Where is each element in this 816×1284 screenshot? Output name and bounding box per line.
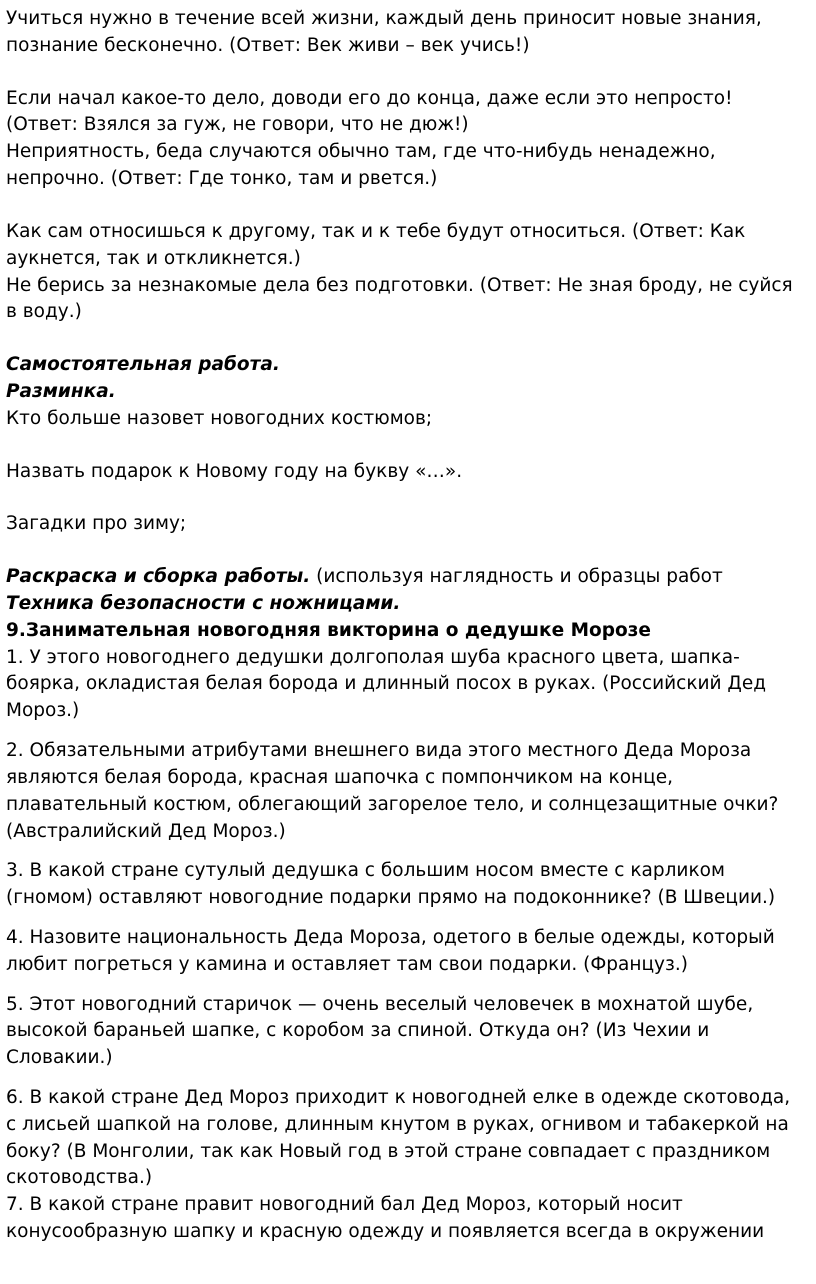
paragraph-gap — [6, 912, 802, 925]
quiz-question-3: 3. В какой стране сутулый дедушка с большим носом вместе с карликом (гномом) оставляют новогодние подарки прямо на подоконнике? (В Швеции.) — [6, 860, 776, 909]
paragraph-gap — [6, 326, 802, 352]
paragraph-gap — [6, 60, 802, 86]
quiz-question-1: 1. У этого новогоднего дедушки долгополая шуба красного цвета, шапка-боярка, окладистая белая борода и длинный посох в руках. (Российский Дед Мороз.) — [6, 646, 767, 722]
heading-independent-work: Самостоятельная работа. — [6, 354, 280, 376]
paragraph-proverb-4: Как сам относишься к другому, так и к тебе будут относиться. (Ответ: Как аукнется, так и откликнется.) — [6, 220, 746, 269]
paragraph-gap — [6, 485, 802, 511]
quiz-question-6: 6. В какой стране Дед Мороз приходит к новогодней елке в одежде скотовода, с лисьей шапкой на голове, длинным кнутом в руках, огнивом и табакеркой на боку? (В Монголии, так как Новый год в этой стране совпадает с праздником скотоводства.) — [6, 1087, 791, 1189]
paragraph-gap — [6, 979, 802, 992]
coloring-assembly-lead: Раскраска и сборка работы. — [6, 566, 311, 588]
paragraph-proverb-1: Учиться нужно в течение всей жизни, каждый день приносит новые знания, познание бесконечно. (Ответ: Век живи – век учись!) — [6, 8, 762, 56]
quiz-question-7: 7. В какой стране правит новогодний бал Дед Мороз, который носит конусообразную шапку и красную одежду и появляется всегда в окружении — [6, 1194, 765, 1243]
heading-quiz: 9.Занимательная новогодняя викторина о дедушке Морозе — [6, 619, 651, 641]
paragraph-proverb-2: Если начал какое-то дело, доводи его до конца, даже если это непросто! (Ответ: Взялся за гуж, не говори, что не дюж!) — [6, 87, 733, 136]
paragraph-gap — [6, 1072, 802, 1085]
paragraph-gap — [6, 193, 802, 219]
paragraph-winter-riddles: Загадки про зиму; — [6, 513, 187, 535]
paragraph-gap — [6, 433, 802, 459]
paragraph-gap — [6, 845, 802, 858]
paragraph-gift-letter-task: Назвать подарок к Новому году на букву «…». — [6, 460, 463, 482]
heading-warmup: Разминка. — [6, 380, 116, 402]
paragraph-coloring-assembly — [6, 564, 802, 591]
quiz-question-4: 4. Назовите национальность Деда Мороза, одетого в белые одежды, который любит погреться у камина и оставляет там свои подарки. (Француз.) — [6, 926, 775, 975]
coloring-assembly-rest: (используя наглядность и образцы работ — [310, 566, 723, 588]
heading-scissors-safety: Техника безопасности с ножницами. — [6, 593, 401, 614]
quiz-question-5: 5. Этот новогодний старичок — очень веселый человечек в мохнатой шубе, высокой бараньей шапке, с коробом за спиной. Откуда он? (Из Чехии и Словакии.) — [6, 993, 754, 1069]
paragraph-proverb-5: Не берись за незнакомые дела без подготовки. (Ответ: Не зная броду, не суйся в воду.) — [6, 274, 793, 323]
paragraph-proverb-3: Неприятность, беда случаются обычно там, где что-нибудь ненадежно, непрочно. (Ответ: Где тонко, там и рвется.) — [6, 141, 716, 190]
paragraph-costumes-task: Кто больше назовет новогодних костюмов; — [6, 407, 433, 429]
quiz-question-2: 2. Обязательными атрибутами внешнего вида этого местного Деда Мороза являются белая борода, красная шапочка с помпончиком на конце, плавательный костюм, облегающий загорелое тело, и солнцезащитные очки? (Австралийский Дед Мороз.) — [6, 740, 779, 842]
paragraph-gap — [6, 725, 802, 738]
paragraph-gap — [6, 538, 802, 564]
